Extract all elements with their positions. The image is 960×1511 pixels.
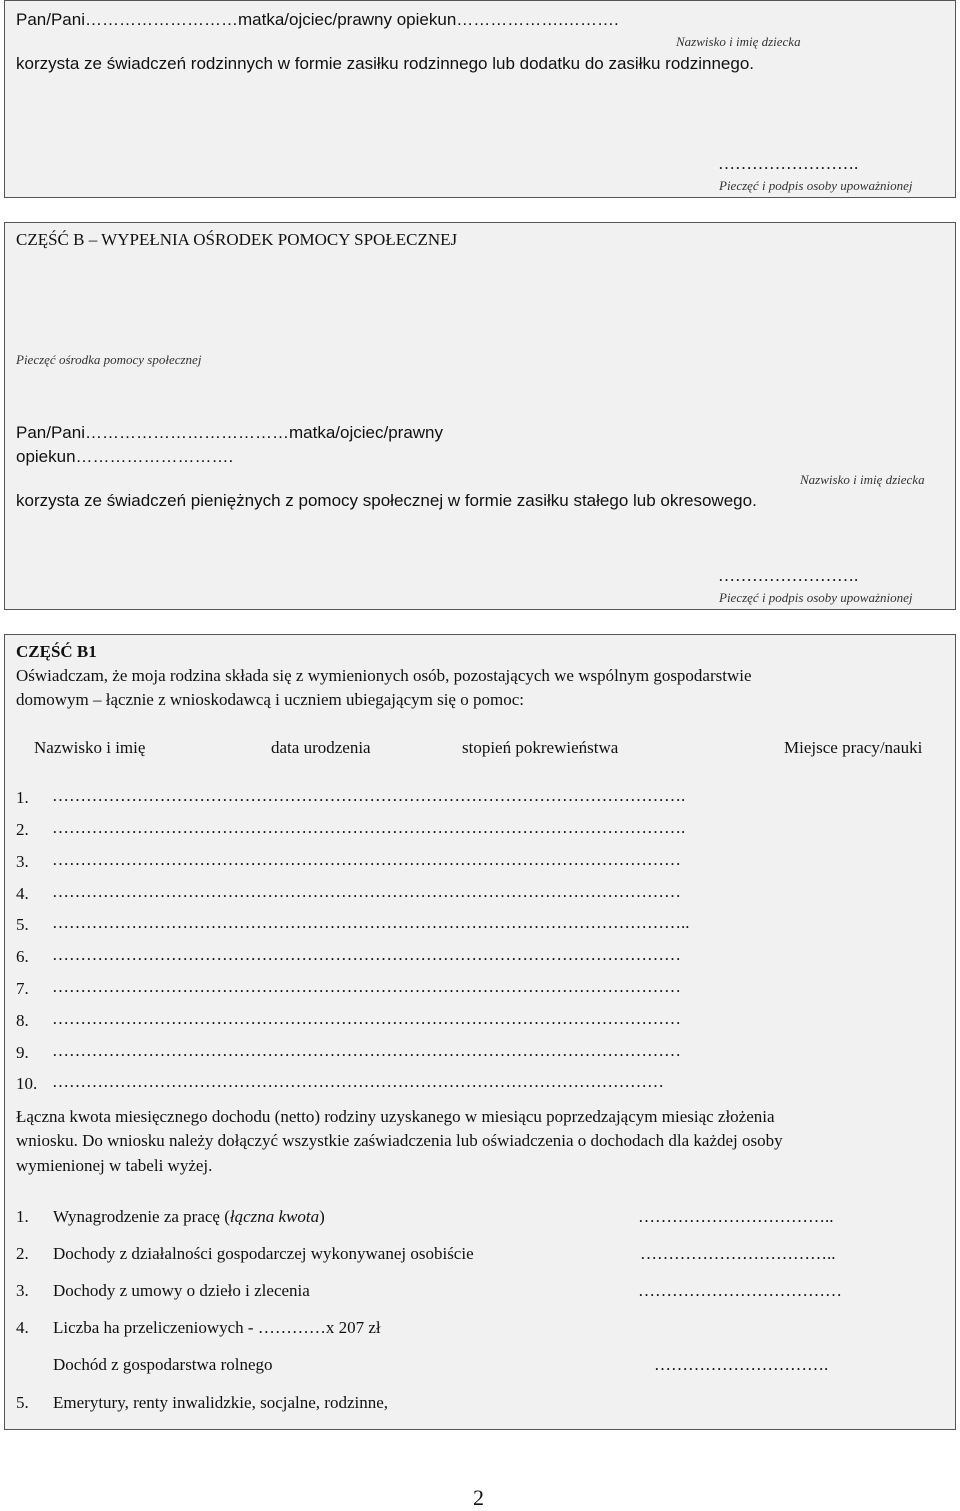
section-a-benefit-line: korzysta ze świadczeń rodzinnych w formie zasiłku rodzinnego lub dodatku do zasiłku rodzinnego. xyxy=(16,54,754,73)
income-item-label xyxy=(53,1207,325,1227)
income-paragraph-line-3: wymienionej w tabeli wyżej. xyxy=(16,1156,213,1175)
income-item-label: Dochody z umowy o dzieło i zlecenia xyxy=(53,1281,310,1300)
income-item-label: Dochód z gospodarstwa rolnego xyxy=(53,1355,273,1374)
income-item-label: Emerytury, renty inwalidzkie, socjalne, rodzinne, xyxy=(53,1393,389,1412)
table-row-number: 4. xyxy=(16,884,29,903)
income-item-number: 4. xyxy=(16,1318,29,1337)
table-row-dots: …………………………………………………………………………………………………. xyxy=(52,786,686,805)
income-item-number: 3. xyxy=(16,1281,29,1300)
section-a-parent-line: Pan/Pani………………………matka/ojciec/prawny opiekun……………….………. xyxy=(16,10,619,29)
income-item-dots: …………………………. xyxy=(654,1355,829,1374)
section-b-signature-dots: ……………………. xyxy=(718,566,859,585)
section-b-stamp-caption: Pieczęć ośrodka pomocy społecznej xyxy=(16,352,202,367)
table-row-number: 3. xyxy=(16,852,29,871)
income-item-label-italic: łączna kwota xyxy=(229,1207,320,1226)
section-a-signature-caption: Pieczęć i podpis osoby upoważnionej xyxy=(719,178,913,193)
table-row-dots: ………………………………………………………………………………………………… xyxy=(52,977,681,996)
income-item-label: Dochody z działalności gospodarczej wykonywanej osobiście xyxy=(53,1244,474,1263)
table-row-dots: ………………………………………………………………………………………………….. xyxy=(52,913,690,932)
section-b-guardian-line: opiekun………………………. xyxy=(16,447,234,466)
income-item-label-text-end: ) xyxy=(319,1207,325,1226)
table-row-number: 6. xyxy=(16,947,29,966)
table-row-dots: …………………………………………………………………………………………………. xyxy=(52,818,686,837)
income-paragraph-line-1: Łączna kwota miesięcznego dochodu (netto) rodziny uzyskanego w miesiącu poprzedzającym miesiąc złożenia xyxy=(16,1107,775,1126)
section-b1-heading: CZĘŚĆ B1 xyxy=(16,642,97,661)
table-row-dots: ………………………………………………………………………………………………… xyxy=(52,945,681,964)
column-header-birthdate: data urodzenia xyxy=(271,738,371,757)
table-row-number: 10. xyxy=(16,1074,38,1093)
section-a-signature-dots: ……………………. xyxy=(718,154,859,173)
section-b-child-name-caption: Nazwisko i imię dziecka xyxy=(800,472,925,487)
declaration-line-2: domowym – łącznie z wnioskodawcą i uczniem ubiegającym się o pomoc: xyxy=(16,690,524,709)
table-row-number: 5. xyxy=(16,915,29,934)
section-b-benefit-line: korzysta ze świadczeń pieniężnych z pomocy społecznej w formie zasiłku stałego lub okresowego. xyxy=(16,491,757,510)
section-a-child-name-caption: Nazwisko i imię dziecka xyxy=(676,34,801,49)
table-row-dots: ………………………………………………………………………………………………… xyxy=(52,1041,681,1060)
table-row-number: 1. xyxy=(16,788,29,807)
income-paragraph-line-2: wniosku. Do wniosku należy dołączyć wszystkie zaświadczenia lub oświadczenia o dochodach dla każdej osoby xyxy=(16,1131,783,1150)
column-header-name: Nazwisko i imię xyxy=(34,738,146,757)
section-b-box xyxy=(4,222,956,610)
income-item-number: 1. xyxy=(16,1207,29,1226)
income-item-number: 5. xyxy=(16,1393,29,1412)
income-item-label: Liczba ha przeliczeniowych - …………x 207 zł xyxy=(53,1318,381,1337)
page-number: 2 xyxy=(473,1485,484,1510)
income-item-label-text: Wynagrodzenie za pracę ( xyxy=(53,1207,230,1226)
column-header-workplace: Miejsce pracy/nauki xyxy=(784,738,923,757)
section-b-parent-line: Pan/Pani………………………………matka/ojciec/prawny xyxy=(16,423,444,442)
table-row-dots: ………………………………………………………………………………………………… xyxy=(52,882,681,901)
declaration-line-1: Oświadczam, że moja rodzina składa się z wymienionych osób, pozostających we wspólnym gospodarstwie xyxy=(16,666,752,685)
income-item-dots: …………………………….. xyxy=(638,1207,834,1226)
income-item-number: 2. xyxy=(16,1244,29,1263)
income-item-dots: ……………………………… xyxy=(638,1281,842,1300)
table-row-dots: ……………………………………………………………………………………………… xyxy=(52,1072,664,1091)
table-row-number: 7. xyxy=(16,979,29,998)
table-row-dots: ………………………………………………………………………………………………… xyxy=(52,1009,681,1028)
section-b-heading: CZĘŚĆ B – WYPEŁNIA OŚRODEK POMOCY SPOŁECZNEJ xyxy=(16,230,458,249)
table-row-number: 8. xyxy=(16,1011,29,1030)
section-b-signature-caption: Pieczęć i podpis osoby upoważnionej xyxy=(719,590,913,605)
column-header-kinship: stopień pokrewieństwa xyxy=(462,738,619,757)
table-row-number: 2. xyxy=(16,820,29,839)
income-item-dots: …………………………….. xyxy=(640,1244,836,1263)
table-row-number: 9. xyxy=(16,1043,29,1062)
table-row-dots: ………………………………………………………………………………………………… xyxy=(52,850,681,869)
